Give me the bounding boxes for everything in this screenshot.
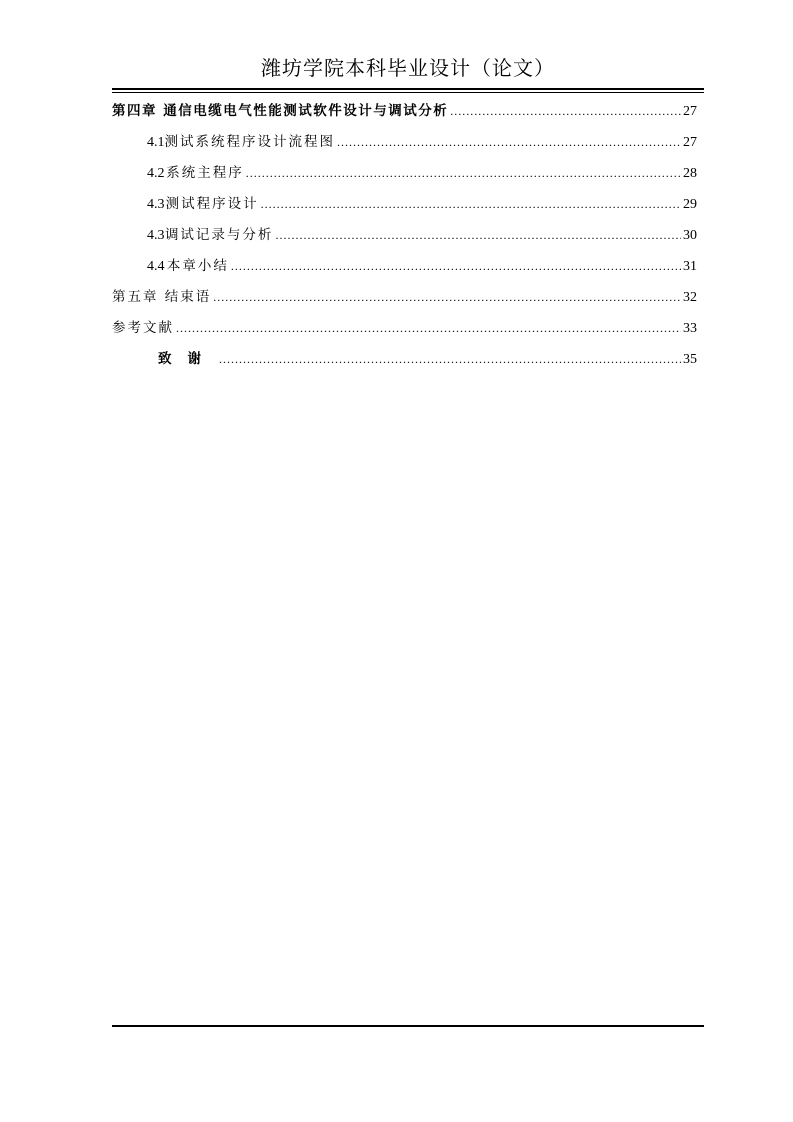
toc-entry-page: 30: [683, 228, 697, 243]
toc-entry-number: 4.2: [147, 166, 165, 181]
toc-entry-page: 29: [683, 197, 697, 212]
toc-dot-leader: [450, 104, 681, 118]
toc-entry-4-1[interactable]: [112, 131, 697, 162]
toc-entry-4-3-design[interactable]: [112, 193, 697, 224]
toc-entry-title: 调试记录与分析: [164, 227, 274, 243]
header-rule-thin: [112, 92, 704, 93]
toc-dot-leader: [246, 166, 681, 180]
toc-entry-4-4[interactable]: [112, 255, 697, 286]
toc-entry-page: 28: [683, 166, 697, 181]
toc-entry-number: 4.3: [147, 228, 165, 243]
header-rule: [112, 88, 704, 90]
toc-entry-chapter-5[interactable]: [112, 286, 697, 317]
toc-dot-leader: [337, 135, 681, 149]
toc-entry-number: 4.3: [147, 197, 165, 212]
toc-dot-leader: [261, 197, 681, 211]
toc-entry-4-2[interactable]: [112, 162, 697, 193]
toc-entry-title: 参考文献: [112, 320, 174, 336]
toc-entry-page: 27: [683, 135, 697, 150]
toc-dot-leader: [213, 290, 681, 304]
toc-entry-title: 第五章 结束语: [112, 289, 212, 305]
toc-dot-leader: [231, 259, 681, 273]
toc-entry-page: 31: [683, 259, 697, 274]
toc-dot-leader: [275, 228, 681, 242]
toc-dot-leader: [176, 321, 681, 335]
toc-entry-title: 本章小结: [166, 258, 229, 274]
toc-entry-page: 27: [683, 104, 697, 119]
footer-rule: [112, 1025, 704, 1027]
toc-entry-number: 4.4: [147, 259, 165, 274]
toc-entry-page: 33: [683, 321, 697, 336]
toc-entry-page: 35: [683, 352, 697, 367]
table-of-contents: [112, 100, 697, 379]
toc-entry-title: 第四章 通信电缆电气性能测试软件设计与调试分析: [112, 103, 449, 119]
toc-entry-title: 致谢: [158, 351, 217, 367]
toc-entry-acknowledgements[interactable]: [112, 348, 697, 379]
toc-entry-references[interactable]: [112, 317, 697, 348]
toc-entry-4-3-debug[interactable]: [112, 224, 697, 255]
toc-entry-title: 系统主程序: [166, 165, 244, 181]
toc-entry-title: 测试程序设计: [165, 196, 259, 212]
page-header-title: 潍坊学院本科毕业设计（论文）: [261, 56, 555, 80]
toc-entry-chapter-4[interactable]: [112, 100, 697, 131]
toc-dot-leader: [219, 352, 681, 366]
toc-entry-number: 4.1: [147, 135, 165, 150]
toc-entry-page: 32: [683, 290, 697, 305]
toc-entry-title: 测试系统程序设计流程图: [164, 134, 335, 150]
